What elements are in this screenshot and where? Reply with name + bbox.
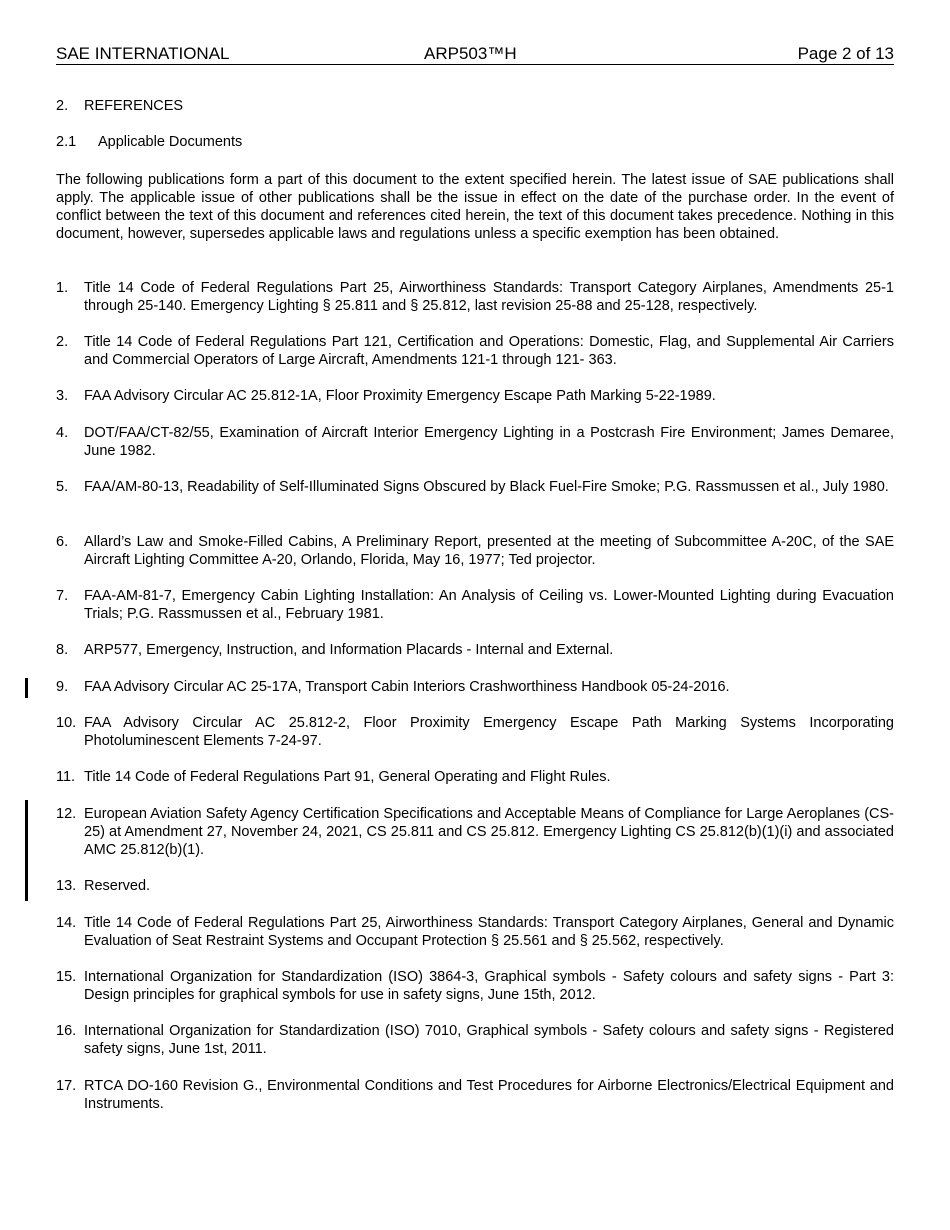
reference-item — [56, 279, 894, 315]
header-page-number: Page 2 of 13 — [797, 44, 894, 63]
reference-item — [56, 333, 894, 369]
section-number: 2. — [56, 98, 69, 114]
intro-paragraph: The following publications form a part of this document to the extent specified herein. The latest issue of SAE publications shall apply. The applicable issue of other publications shall be the issue in effect on the date of the purchase order. In the event of conflict between the text of this document and references cited herein, the text of this document takes precedence. Nothing in this document, however, supersedes applicable laws and regulations unless a specific exemption has been obtained. — [56, 172, 894, 242]
reference-text: DOT/FAA/CT-82/55, Examination of Aircraft Interior Emergency Lighting in a Postcrash Fire Environment; James Demaree, June 1982. — [84, 425, 894, 459]
reference-text: Title 14 Code of Federal Regulations Part 25, Airworthiness Standards: Transport Category Airplanes, Amendments 25-1 through 25-140. Emergency Lighting § 25.811 and § 25.812, last revision 25-88 and 25-128, respectively. — [84, 280, 894, 314]
reference-number: 4. — [56, 425, 69, 441]
reference-text: International Organization for Standardization (ISO) 7010, Graphical symbols - Safety colours and safety signs - Registered safety signs, June 1st, 2011. — [84, 1023, 894, 1057]
reference-number: 17. — [56, 1078, 77, 1094]
revision-change-bar — [25, 678, 28, 698]
reference-number: 6. — [56, 534, 69, 550]
reference-item — [56, 478, 894, 496]
reference-item — [56, 914, 894, 950]
reference-item — [56, 805, 894, 859]
reference-item — [56, 641, 894, 659]
reference-number: 2. — [56, 334, 69, 350]
section-heading — [56, 98, 183, 114]
reference-text: FAA Advisory Circular AC 25-17A, Transport Cabin Interiors Crashworthiness Handbook 05-24-2016. — [84, 679, 730, 695]
reference-item — [56, 587, 894, 623]
reference-text: International Organization for Standardization (ISO) 3864-3, Graphical symbols - Safety colours and safety signs - Part 3: Design principles for graphical symbols for use in safety signs, June 15th, 2012. — [84, 969, 894, 1003]
header-organization: SAE INTERNATIONAL — [56, 44, 230, 63]
section-title: REFERENCES — [84, 98, 184, 114]
reference-text: Reserved. — [84, 878, 151, 894]
reference-text: FAA Advisory Circular AC 25.812-1A, Floor Proximity Emergency Escape Path Marking 5-22-1989. — [84, 388, 716, 404]
reference-item — [56, 1077, 894, 1113]
reference-item — [56, 424, 894, 460]
revision-change-bar — [25, 800, 28, 901]
reference-text: Allard’s Law and Smoke-Filled Cabins, A Preliminary Report, presented at the meeting of Subcommittee A-20C, of the SAE Aircraft Lighting Committee A-20, Orlando, Florida, May 16, 1977; Ted projector. — [84, 534, 894, 568]
reference-number: 5. — [56, 479, 69, 495]
reference-text: Title 14 Code of Federal Regulations Part 25, Airworthiness Standards: Transport Category Airplanes, General and Dynamic Evaluation of Seat Restraint Systems and Occupant Protection § 25.561 and § 25.562, respectively. — [84, 915, 894, 949]
page-header — [56, 44, 894, 65]
reference-item — [56, 968, 894, 1004]
reference-text: FAA Advisory Circular AC 25.812-2, Floor Proximity Emergency Escape Path Marking Systems Incorporating Photoluminescent Elements 7-24-97. — [84, 715, 894, 749]
reference-number: 1. — [56, 280, 69, 296]
reference-item — [56, 877, 894, 895]
reference-number: 11. — [56, 769, 76, 785]
reference-number: 10. — [56, 715, 77, 731]
reference-number: 7. — [56, 588, 69, 604]
reference-number: 8. — [56, 642, 69, 658]
reference-number: 9. — [56, 679, 69, 695]
subsection-title: Applicable Documents — [98, 134, 243, 150]
reference-item — [56, 533, 894, 569]
reference-text: FAA/AM-80-13, Readability of Self-Illuminated Signs Obscured by Black Fuel-Fire Smoke; P.G. Rassmussen et al., July 1980. — [84, 479, 889, 495]
reference-number: 16. — [56, 1023, 77, 1039]
reference-text: ARP577, Emergency, Instruction, and Information Placards - Internal and External. — [84, 642, 614, 658]
subsection-number: 2.1 — [56, 134, 77, 150]
reference-text: Title 14 Code of Federal Regulations Part 121, Certification and Operations: Domestic, Flag, and Supplemental Air Carriers and Commercial Operators of Large Aircraft, Amendments 121-1 through 121- 363. — [84, 334, 894, 368]
reference-text: Title 14 Code of Federal Regulations Part 91, General Operating and Flight Rules. — [84, 769, 611, 785]
reference-number: 14. — [56, 915, 77, 931]
reference-item — [56, 714, 894, 750]
reference-number: 3. — [56, 388, 69, 404]
reference-number: 13. — [56, 878, 77, 894]
reference-item — [56, 1022, 894, 1058]
reference-text: FAA-AM-81-7, Emergency Cabin Lighting Installation: An Analysis of Ceiling vs. Lower-Mounted Lighting during Evacuation Trials; P.G. Rassmussen et al., February 1981. — [84, 588, 894, 622]
header-document-id: ARP503™H — [424, 44, 517, 63]
reference-text: RTCA DO-160 Revision G., Environmental Conditions and Test Procedures for Airborne Electronics/Electrical Equipment and Instruments. — [84, 1078, 894, 1112]
reference-item — [56, 768, 894, 786]
reference-number: 15. — [56, 969, 77, 985]
reference-item — [56, 387, 894, 405]
reference-number: 12. — [56, 806, 77, 822]
subsection-heading — [56, 134, 242, 150]
reference-text: European Aviation Safety Agency Certification Specifications and Acceptable Means of Compliance for Large Aeroplanes (CS-25) at Amendment 27, November 24, 2021, CS 25.811 and CS 25.812. Emergency Lighting CS 25.812(b)(1)(i) and associated AMC 25.812(b)(1). — [84, 806, 894, 858]
reference-item — [56, 678, 894, 696]
